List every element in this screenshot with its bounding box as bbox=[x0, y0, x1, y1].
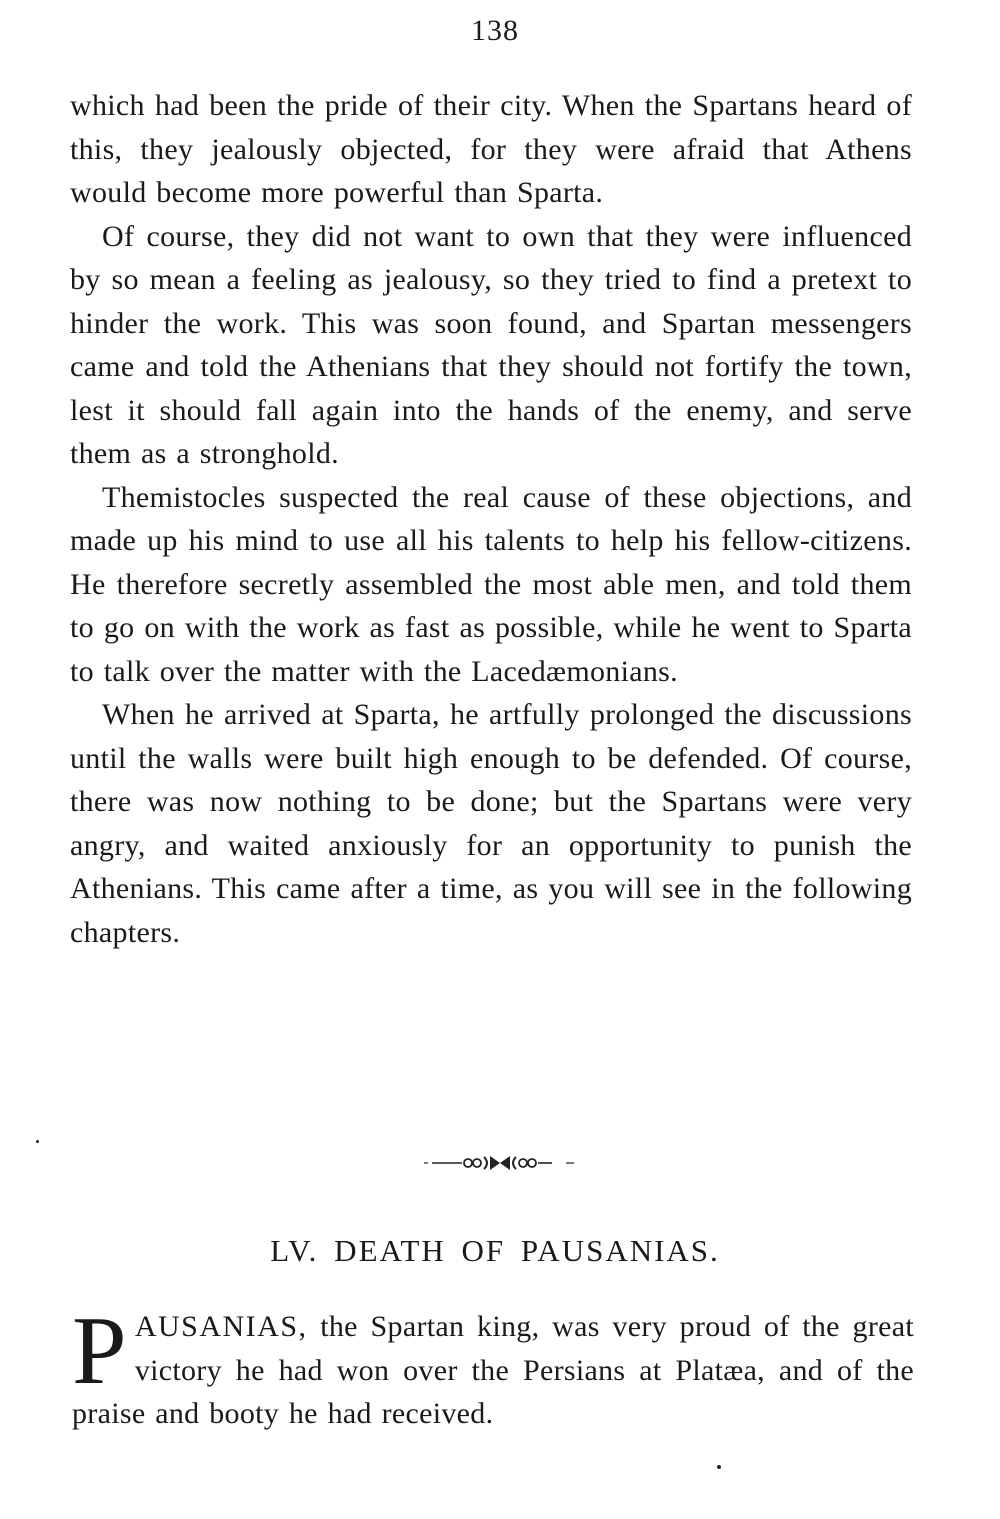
opening-caps: AUSANIAS, bbox=[134, 1310, 308, 1343]
fleuron-icon bbox=[420, 1150, 580, 1174]
section-divider-ornament bbox=[0, 1150, 1000, 1174]
opening-text: the Spartan king, was very proud of the great victory he had won over the Persians at Platæa, and of the praise and booty he had received. bbox=[72, 1310, 914, 1430]
drop-cap: P bbox=[72, 1297, 127, 1405]
body-text bbox=[70, 84, 912, 954]
paragraph-3: Themistocles suspected the real cause of these objections, and made up his mind to use all his talents to help his fellow-citizens. He therefore secretly assembled the most able men, and told them to go on with the work as fast as possible, while he went to Sparta to talk over the matter with the Lacedæmonians. bbox=[70, 480, 912, 688]
page-number: 138 bbox=[471, 14, 519, 47]
chapter-heading: LV. DEATH OF PAUSANIAS. bbox=[270, 1233, 720, 1268]
paragraph-4: When he arrived at Sparta, he artfully prolonged the discussions until the walls were built high enough to be defended. Of course, there was now nothing to be done; but the Spartans were very angry, and waited anxiously for an opportunity to punish the Athenians. This came after a time, as you will see in the following chapters. bbox=[70, 698, 912, 949]
paragraph-2: Of course, they did not want to own that they were influenced by so mean a feeling as jealousy, so they tried to find a pretext to hinder the work. This was soon found, and Spartan messengers came and told the Athenians that they should not fortify the town, lest it should fall again into the hands of the enemy, and serve them as a stronghold. bbox=[70, 219, 912, 470]
paragraph-1: which had been the pride of their city. When the Spartans heard of this, they jealously objected, for they were afraid that Athens would become more powerful than Sparta. bbox=[70, 89, 912, 209]
print-speck bbox=[717, 1465, 721, 1469]
chapter-opening bbox=[72, 1297, 914, 1436]
chapter-first-paragraph bbox=[72, 1297, 914, 1436]
print-speck bbox=[36, 1140, 39, 1143]
